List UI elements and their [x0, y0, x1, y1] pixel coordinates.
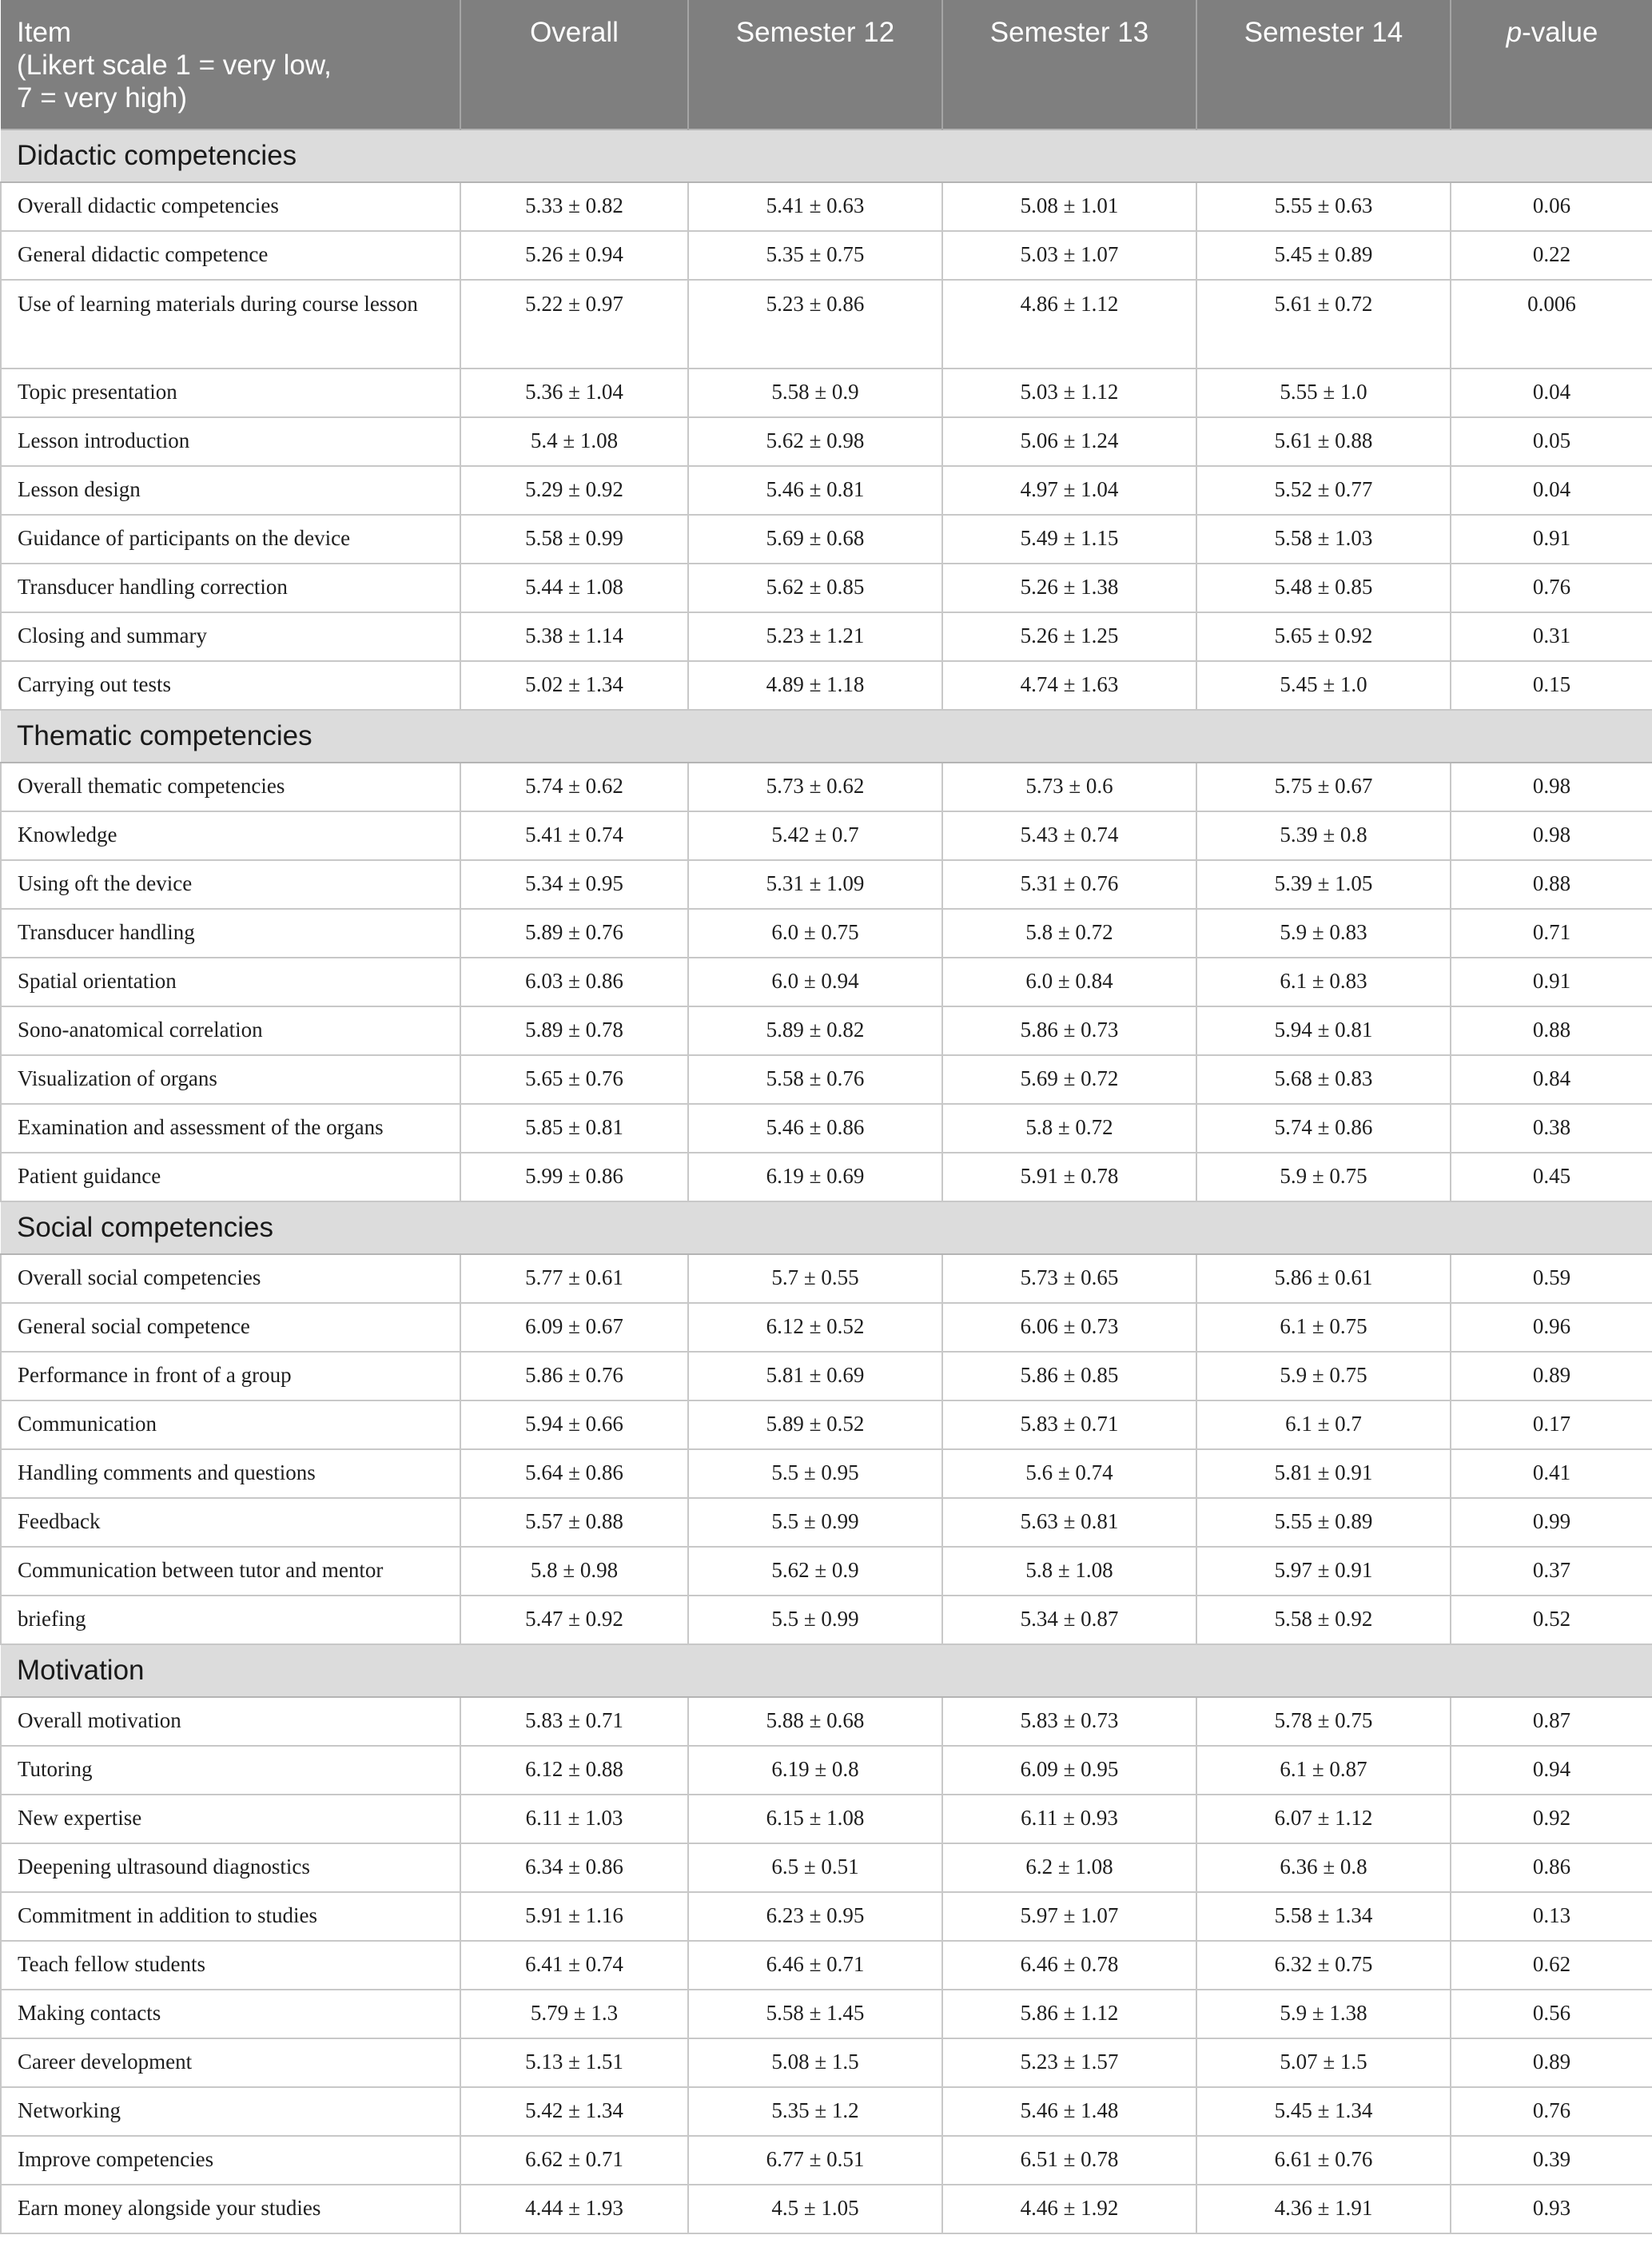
cell-p-value: 0.98 [1451, 811, 1652, 860]
header-overall: Overall [460, 0, 688, 129]
table-row [1, 860, 1652, 909]
cell-overall: 5.91 ± 1.16 [460, 1892, 688, 1941]
section-title: Didactic competencies [1, 129, 1652, 182]
cell-overall: 5.89 ± 0.76 [460, 909, 688, 958]
cell-p-value: 0.41 [1451, 1449, 1652, 1498]
cell-overall: 6.11 ± 1.03 [460, 1795, 688, 1843]
cell-semester-14: 5.9 ± 0.83 [1196, 909, 1451, 958]
cell-p-value: 0.89 [1451, 1352, 1652, 1400]
cell-semester-13: 5.26 ± 1.25 [942, 612, 1196, 661]
table-row [1, 2185, 1652, 2233]
cell-semester-14: 5.86 ± 0.61 [1196, 1254, 1451, 1303]
section-title: Social competencies [1, 1201, 1652, 1254]
cell-p-value: 0.87 [1451, 1697, 1652, 1746]
cell-semester-14: 5.55 ± 0.63 [1196, 182, 1451, 231]
header-p-value [1451, 0, 1652, 129]
cell-p-value: 0.52 [1451, 1596, 1652, 1644]
cell-item: Transducer handling [1, 909, 460, 958]
cell-semester-13: 5.8 ± 1.08 [942, 1547, 1196, 1596]
table-body [1, 129, 1652, 2233]
cell-semester-12: 5.88 ± 0.68 [688, 1697, 942, 1746]
cell-semester-13: 5.86 ± 0.73 [942, 1006, 1196, 1055]
cell-semester-12: 6.23 ± 0.95 [688, 1892, 942, 1941]
cell-item: Examination and assessment of the organs [1, 1104, 460, 1153]
cell-p-value: 0.91 [1451, 958, 1652, 1006]
cell-semester-14: 6.1 ± 0.87 [1196, 1746, 1451, 1795]
cell-overall: 5.89 ± 0.78 [460, 1006, 688, 1055]
cell-item: Improve competencies [1, 2136, 460, 2185]
cell-semester-12: 5.23 ± 0.86 [688, 280, 942, 369]
cell-semester-12: 5.7 ± 0.55 [688, 1254, 942, 1303]
cell-item: Using oft the device [1, 860, 460, 909]
cell-p-value: 0.38 [1451, 1104, 1652, 1153]
cell-semester-12: 5.58 ± 0.76 [688, 1055, 942, 1104]
cell-semester-14: 5.9 ± 1.38 [1196, 1990, 1451, 2038]
cell-semester-12: 5.58 ± 0.9 [688, 369, 942, 417]
cell-semester-12: 5.62 ± 0.98 [688, 417, 942, 466]
cell-overall: 5.77 ± 0.61 [460, 1254, 688, 1303]
cell-p-value: 0.92 [1451, 1795, 1652, 1843]
cell-p-value: 0.31 [1451, 612, 1652, 661]
cell-item: Making contacts [1, 1990, 460, 2038]
cell-semester-13: 5.34 ± 0.87 [942, 1596, 1196, 1644]
cell-semester-12: 6.77 ± 0.51 [688, 2136, 942, 2185]
cell-semester-14: 6.36 ± 0.8 [1196, 1843, 1451, 1892]
cell-semester-13: 6.0 ± 0.84 [942, 958, 1196, 1006]
cell-semester-13: 5.46 ± 1.48 [942, 2087, 1196, 2136]
cell-semester-14: 5.9 ± 0.75 [1196, 1153, 1451, 1201]
table-row [1, 1153, 1652, 1201]
cell-p-value: 0.96 [1451, 1303, 1652, 1352]
section-title: Motivation [1, 1644, 1652, 1697]
cell-semester-12: 5.89 ± 0.82 [688, 1006, 942, 1055]
cell-overall: 5.42 ± 1.34 [460, 2087, 688, 2136]
cell-p-value: 0.62 [1451, 1941, 1652, 1990]
cell-p-value: 0.06 [1451, 182, 1652, 231]
cell-semester-12: 4.89 ± 1.18 [688, 661, 942, 710]
cell-semester-12: 5.31 ± 1.09 [688, 860, 942, 909]
cell-semester-13: 5.6 ± 0.74 [942, 1449, 1196, 1498]
cell-item: Overall didactic competencies [1, 182, 460, 231]
cell-overall: 5.34 ± 0.95 [460, 860, 688, 909]
cell-p-value: 0.88 [1451, 860, 1652, 909]
cell-item: Performance in front of a group [1, 1352, 460, 1400]
cell-semester-14: 5.45 ± 1.34 [1196, 2087, 1451, 2136]
cell-semester-14: 5.39 ± 0.8 [1196, 811, 1451, 860]
table-row [1, 515, 1652, 564]
cell-item: Sono-anatomical correlation [1, 1006, 460, 1055]
header-semester-12: Semester 12 [688, 0, 942, 129]
cell-overall: 5.13 ± 1.51 [460, 2038, 688, 2087]
cell-overall: 6.62 ± 0.71 [460, 2136, 688, 2185]
cell-semester-14: 5.78 ± 0.75 [1196, 1697, 1451, 1746]
table-row [1, 1303, 1652, 1352]
cell-p-value: 0.15 [1451, 661, 1652, 710]
cell-semester-14: 5.81 ± 0.91 [1196, 1449, 1451, 1498]
cell-p-value: 0.17 [1451, 1400, 1652, 1449]
cell-p-value: 0.91 [1451, 515, 1652, 564]
cell-item: General didactic competence [1, 231, 460, 280]
cell-semester-14: 5.58 ± 1.03 [1196, 515, 1451, 564]
cell-semester-12: 6.12 ± 0.52 [688, 1303, 942, 1352]
cell-semester-12: 5.62 ± 0.9 [688, 1547, 942, 1596]
cell-overall: 6.34 ± 0.86 [460, 1843, 688, 1892]
cell-semester-13: 6.09 ± 0.95 [942, 1746, 1196, 1795]
table-row [1, 1892, 1652, 1941]
cell-semester-13: 6.51 ± 0.78 [942, 2136, 1196, 2185]
cell-item: Spatial orientation [1, 958, 460, 1006]
cell-p-value: 0.76 [1451, 2087, 1652, 2136]
cell-semester-13: 5.8 ± 0.72 [942, 1104, 1196, 1153]
table-row [1, 1547, 1652, 1596]
cell-overall: 5.22 ± 0.97 [460, 280, 688, 369]
cell-semester-14: 5.94 ± 0.81 [1196, 1006, 1451, 1055]
cell-semester-13: 4.97 ± 1.04 [942, 466, 1196, 515]
cell-semester-13: 5.06 ± 1.24 [942, 417, 1196, 466]
cell-semester-14: 6.61 ± 0.76 [1196, 2136, 1451, 2185]
cell-overall: 5.65 ± 0.76 [460, 1055, 688, 1104]
cell-overall: 5.85 ± 0.81 [460, 1104, 688, 1153]
cell-semester-13: 5.23 ± 1.57 [942, 2038, 1196, 2087]
cell-p-value: 0.76 [1451, 564, 1652, 612]
table-row [1, 1843, 1652, 1892]
cell-overall: 5.36 ± 1.04 [460, 369, 688, 417]
cell-semester-12: 5.35 ± 0.75 [688, 231, 942, 280]
cell-item: General social competence [1, 1303, 460, 1352]
table-row [1, 1055, 1652, 1104]
cell-item: Knowledge [1, 811, 460, 860]
cell-item: Carrying out tests [1, 661, 460, 710]
cell-p-value: 0.59 [1451, 1254, 1652, 1303]
cell-semester-12: 6.0 ± 0.94 [688, 958, 942, 1006]
cell-item: Guidance of participants on the device [1, 515, 460, 564]
cell-semester-12: 5.41 ± 0.63 [688, 182, 942, 231]
cell-item: Handling comments and questions [1, 1449, 460, 1498]
header-semester-14: Semester 14 [1196, 0, 1451, 129]
table-row [1, 2087, 1652, 2136]
cell-item: Lesson introduction [1, 417, 460, 466]
cell-item: Closing and summary [1, 612, 460, 661]
cell-item: Patient guidance [1, 1153, 460, 1201]
cell-semester-13: 5.86 ± 1.12 [942, 1990, 1196, 2038]
table-row [1, 2038, 1652, 2087]
cell-item: Career development [1, 2038, 460, 2087]
cell-overall: 5.44 ± 1.08 [460, 564, 688, 612]
table-row [1, 417, 1652, 466]
cell-semester-14: 5.74 ± 0.86 [1196, 1104, 1451, 1153]
cell-semester-13: 6.06 ± 0.73 [942, 1303, 1196, 1352]
header-row [1, 0, 1652, 129]
table-row [1, 1104, 1652, 1153]
cell-p-value: 0.37 [1451, 1547, 1652, 1596]
cell-overall: 5.57 ± 0.88 [460, 1498, 688, 1547]
section-title: Thematic competencies [1, 710, 1652, 763]
cell-semester-13: 4.74 ± 1.63 [942, 661, 1196, 710]
cell-overall: 6.03 ± 0.86 [460, 958, 688, 1006]
cell-overall: 4.44 ± 1.93 [460, 2185, 688, 2233]
table-row [1, 564, 1652, 612]
cell-semester-13: 5.03 ± 1.07 [942, 231, 1196, 280]
cell-p-value: 0.006 [1451, 280, 1652, 369]
cell-overall: 5.29 ± 0.92 [460, 466, 688, 515]
cell-p-value: 0.45 [1451, 1153, 1652, 1201]
cell-semester-13: 5.97 ± 1.07 [942, 1892, 1196, 1941]
cell-semester-13: 5.73 ± 0.65 [942, 1254, 1196, 1303]
cell-semester-12: 5.81 ± 0.69 [688, 1352, 942, 1400]
cell-p-value: 0.99 [1451, 1498, 1652, 1547]
cell-item: Deepening ultrasound diagnostics [1, 1843, 460, 1892]
cell-semester-13: 5.8 ± 0.72 [942, 909, 1196, 958]
cell-item: Overall social competencies [1, 1254, 460, 1303]
cell-overall: 5.99 ± 0.86 [460, 1153, 688, 1201]
table-header [1, 0, 1652, 129]
table-row [1, 1400, 1652, 1449]
cell-semester-13: 5.86 ± 0.85 [942, 1352, 1196, 1400]
cell-semester-13: 4.46 ± 1.92 [942, 2185, 1196, 2233]
cell-semester-13: 5.83 ± 0.73 [942, 1697, 1196, 1746]
cell-p-value: 0.86 [1451, 1843, 1652, 1892]
table-row [1, 1941, 1652, 1990]
header-item: Item (Likert scale 1 = very low, 7 = very high) [1, 0, 460, 129]
cell-overall: 5.64 ± 0.86 [460, 1449, 688, 1498]
cell-overall: 5.8 ± 0.98 [460, 1547, 688, 1596]
cell-semester-13: 5.83 ± 0.71 [942, 1400, 1196, 1449]
cell-p-value: 0.13 [1451, 1892, 1652, 1941]
table-row [1, 1697, 1652, 1746]
cell-p-value: 0.94 [1451, 1746, 1652, 1795]
cell-item: briefing [1, 1596, 460, 1644]
cell-semester-13: 5.43 ± 0.74 [942, 811, 1196, 860]
cell-overall: 5.58 ± 0.99 [460, 515, 688, 564]
cell-semester-12: 6.0 ± 0.75 [688, 909, 942, 958]
cell-semester-14: 5.58 ± 0.92 [1196, 1596, 1451, 1644]
cell-item: Communication [1, 1400, 460, 1449]
cell-item: Communication between tutor and mentor [1, 1547, 460, 1596]
cell-overall: 5.26 ± 0.94 [460, 231, 688, 280]
cell-overall: 5.41 ± 0.74 [460, 811, 688, 860]
cell-semester-14: 5.97 ± 0.91 [1196, 1547, 1451, 1596]
cell-semester-13: 5.73 ± 0.6 [942, 763, 1196, 811]
cell-semester-13: 6.11 ± 0.93 [942, 1795, 1196, 1843]
cell-item: Overall thematic competencies [1, 763, 460, 811]
cell-semester-14: 5.61 ± 0.88 [1196, 417, 1451, 466]
cell-semester-12: 6.5 ± 0.51 [688, 1843, 942, 1892]
cell-semester-14: 6.32 ± 0.75 [1196, 1941, 1451, 1990]
cell-p-value: 0.89 [1451, 2038, 1652, 2087]
table-row [1, 369, 1652, 417]
cell-semester-14: 5.55 ± 0.89 [1196, 1498, 1451, 1547]
cell-semester-13: 5.63 ± 0.81 [942, 1498, 1196, 1547]
cell-semester-12: 5.89 ± 0.52 [688, 1400, 942, 1449]
cell-semester-12: 5.62 ± 0.85 [688, 564, 942, 612]
cell-p-value: 0.05 [1451, 417, 1652, 466]
cell-p-value: 0.84 [1451, 1055, 1652, 1104]
cell-overall: 5.94 ± 0.66 [460, 1400, 688, 1449]
cell-semester-14: 5.39 ± 1.05 [1196, 860, 1451, 909]
cell-p-value: 0.22 [1451, 231, 1652, 280]
cell-semester-14: 5.45 ± 1.0 [1196, 661, 1451, 710]
cell-overall: 5.4 ± 1.08 [460, 417, 688, 466]
cell-semester-12: 5.46 ± 0.86 [688, 1104, 942, 1153]
cell-semester-14: 5.52 ± 0.77 [1196, 466, 1451, 515]
cell-item: Networking [1, 2087, 460, 2136]
cell-item: Topic presentation [1, 369, 460, 417]
cell-semester-14: 4.36 ± 1.91 [1196, 2185, 1451, 2233]
cell-semester-12: 6.19 ± 0.8 [688, 1746, 942, 1795]
cell-p-value: 0.04 [1451, 369, 1652, 417]
cell-p-value: 0.56 [1451, 1990, 1652, 2038]
cell-semester-13: 6.46 ± 0.78 [942, 1941, 1196, 1990]
header-semester-13: Semester 13 [942, 0, 1196, 129]
cell-semester-14: 5.61 ± 0.72 [1196, 280, 1451, 369]
cell-semester-14: 5.45 ± 0.89 [1196, 231, 1451, 280]
cell-semester-14: 6.07 ± 1.12 [1196, 1795, 1451, 1843]
cell-semester-12: 5.08 ± 1.5 [688, 2038, 942, 2087]
table-row [1, 182, 1652, 231]
cell-p-value: 0.39 [1451, 2136, 1652, 2185]
header-p-rest: -value [1522, 17, 1598, 48]
cell-semester-12: 6.19 ± 0.69 [688, 1153, 942, 1201]
cell-overall: 6.09 ± 0.67 [460, 1303, 688, 1352]
table-row [1, 280, 1652, 369]
cell-semester-13: 5.31 ± 0.76 [942, 860, 1196, 909]
section-row [1, 1201, 1652, 1254]
table-row [1, 2136, 1652, 2185]
cell-item: Overall motivation [1, 1697, 460, 1746]
cell-semester-12: 5.46 ± 0.81 [688, 466, 942, 515]
cell-item: Commitment in addition to studies [1, 1892, 460, 1941]
cell-semester-13: 5.03 ± 1.12 [942, 369, 1196, 417]
table-row [1, 231, 1652, 280]
table-row [1, 612, 1652, 661]
section-row [1, 710, 1652, 763]
cell-semester-12: 5.23 ± 1.21 [688, 612, 942, 661]
cell-semester-14: 5.75 ± 0.67 [1196, 763, 1451, 811]
table-row [1, 1596, 1652, 1644]
cell-semester-12: 5.5 ± 0.99 [688, 1596, 942, 1644]
cell-semester-12: 4.5 ± 1.05 [688, 2185, 942, 2233]
table-row [1, 1254, 1652, 1303]
cell-overall: 5.86 ± 0.76 [460, 1352, 688, 1400]
cell-semester-14: 5.9 ± 0.75 [1196, 1352, 1451, 1400]
table-row [1, 909, 1652, 958]
cell-semester-12: 5.69 ± 0.68 [688, 515, 942, 564]
cell-semester-13: 4.86 ± 1.12 [942, 280, 1196, 369]
cell-overall: 5.47 ± 0.92 [460, 1596, 688, 1644]
table-row [1, 1449, 1652, 1498]
table-row [1, 1795, 1652, 1843]
cell-semester-14: 5.48 ± 0.85 [1196, 564, 1451, 612]
header-p-italic: p [1506, 17, 1523, 48]
cell-overall: 5.33 ± 0.82 [460, 182, 688, 231]
table-row [1, 1498, 1652, 1547]
cell-semester-12: 6.15 ± 1.08 [688, 1795, 942, 1843]
section-row [1, 1644, 1652, 1697]
cell-semester-13: 5.91 ± 0.78 [942, 1153, 1196, 1201]
table-row [1, 1006, 1652, 1055]
cell-semester-14: 6.1 ± 0.75 [1196, 1303, 1451, 1352]
cell-item: Teach fellow students [1, 1941, 460, 1990]
cell-item: Transducer handling correction [1, 564, 460, 612]
table-row [1, 466, 1652, 515]
cell-overall: 5.38 ± 1.14 [460, 612, 688, 661]
cell-semester-14: 5.68 ± 0.83 [1196, 1055, 1451, 1104]
table-row [1, 811, 1652, 860]
table-row [1, 661, 1652, 710]
cell-overall: 5.83 ± 0.71 [460, 1697, 688, 1746]
cell-semester-12: 5.35 ± 1.2 [688, 2087, 942, 2136]
cell-semester-13: 5.26 ± 1.38 [942, 564, 1196, 612]
table-row [1, 958, 1652, 1006]
cell-semester-14: 6.1 ± 0.7 [1196, 1400, 1451, 1449]
cell-item: Lesson design [1, 466, 460, 515]
cell-semester-14: 5.07 ± 1.5 [1196, 2038, 1451, 2087]
cell-item: Use of learning materials during course lesson [1, 280, 460, 369]
cell-overall: 6.12 ± 0.88 [460, 1746, 688, 1795]
cell-semester-12: 5.73 ± 0.62 [688, 763, 942, 811]
cell-p-value: 0.98 [1451, 763, 1652, 811]
cell-overall: 5.74 ± 0.62 [460, 763, 688, 811]
cell-overall: 5.79 ± 1.3 [460, 1990, 688, 2038]
cell-item: Visualization of organs [1, 1055, 460, 1104]
cell-semester-12: 5.58 ± 1.45 [688, 1990, 942, 2038]
cell-item: Feedback [1, 1498, 460, 1547]
cell-overall: 6.41 ± 0.74 [460, 1941, 688, 1990]
cell-overall: 5.02 ± 1.34 [460, 661, 688, 710]
cell-item: New expertise [1, 1795, 460, 1843]
table-row [1, 763, 1652, 811]
cell-semester-12: 5.5 ± 0.95 [688, 1449, 942, 1498]
cell-semester-12: 5.5 ± 0.99 [688, 1498, 942, 1547]
table-row [1, 1352, 1652, 1400]
section-row [1, 129, 1652, 182]
cell-semester-14: 5.65 ± 0.92 [1196, 612, 1451, 661]
cell-semester-12: 6.46 ± 0.71 [688, 1941, 942, 1990]
cell-semester-13: 5.08 ± 1.01 [942, 182, 1196, 231]
cell-semester-13: 5.69 ± 0.72 [942, 1055, 1196, 1104]
cell-semester-13: 6.2 ± 1.08 [942, 1843, 1196, 1892]
cell-semester-14: 6.1 ± 0.83 [1196, 958, 1451, 1006]
table-row [1, 1746, 1652, 1795]
cell-p-value: 0.71 [1451, 909, 1652, 958]
cell-semester-14: 5.55 ± 1.0 [1196, 369, 1451, 417]
cell-p-value: 0.93 [1451, 2185, 1652, 2233]
cell-semester-12: 5.42 ± 0.7 [688, 811, 942, 860]
cell-semester-13: 5.49 ± 1.15 [942, 515, 1196, 564]
cell-item: Tutoring [1, 1746, 460, 1795]
cell-p-value: 0.04 [1451, 466, 1652, 515]
cell-p-value: 0.88 [1451, 1006, 1652, 1055]
table-row [1, 1990, 1652, 2038]
cell-semester-14: 5.58 ± 1.34 [1196, 1892, 1451, 1941]
cell-item: Earn money alongside your studies [1, 2185, 460, 2233]
